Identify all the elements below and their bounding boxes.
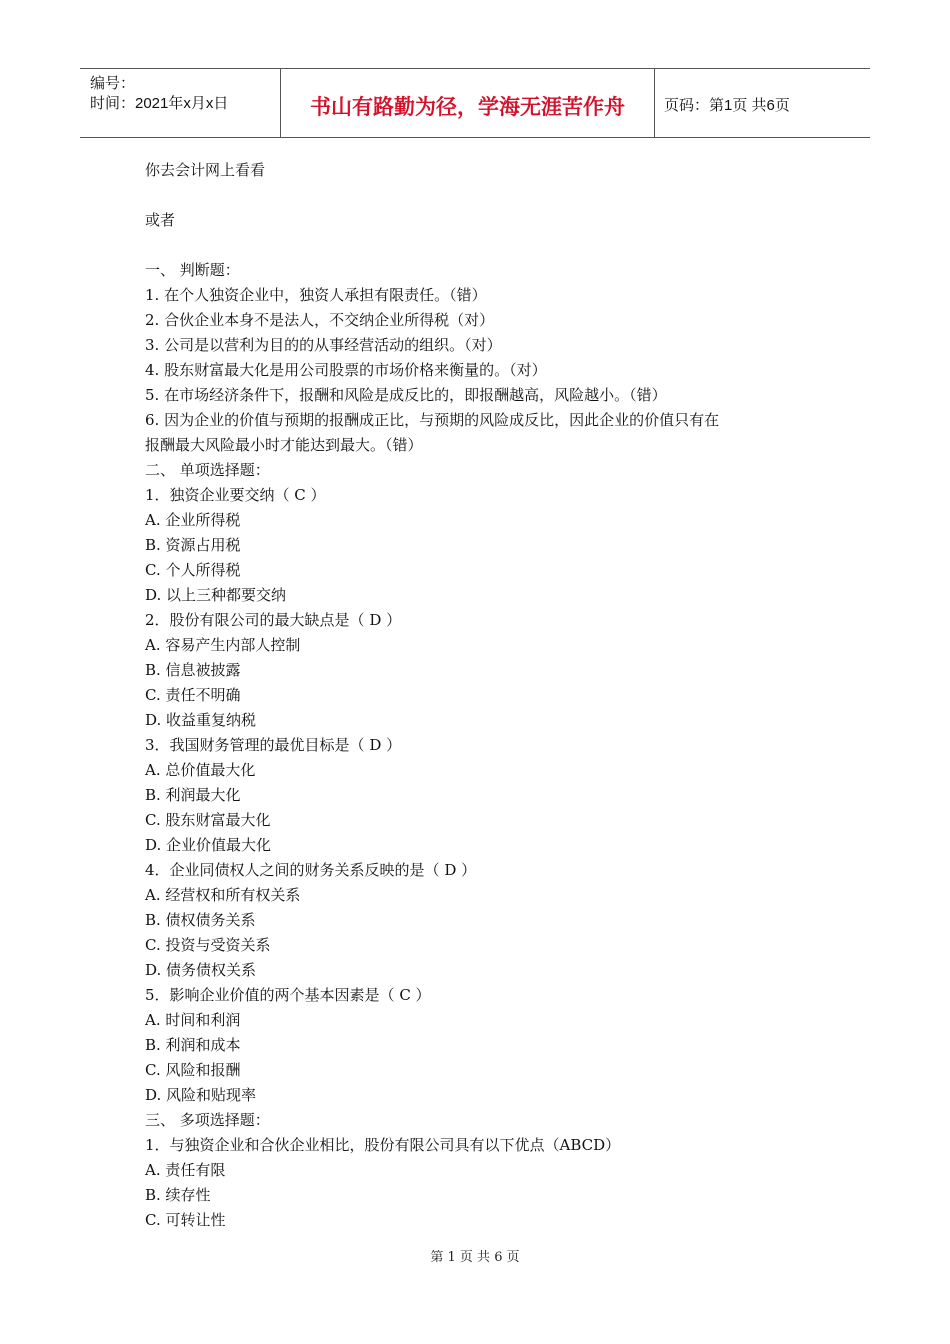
document-line: 4. 股东财富最大化是用公司股票的市场价格来衡量的。（对） [145, 361, 547, 379]
document-line: 2．股份有限公司的最大缺点是（ D ） [145, 611, 402, 629]
document-line: A. 经营权和所有权关系 [145, 886, 301, 904]
document-line: D. 企业价值最大化 [145, 836, 272, 854]
document-line: D. 债务债权关系 [145, 961, 257, 979]
document-line: C. 股东财富最大化 [145, 811, 271, 829]
document-line: B. 资源占用税 [145, 536, 241, 554]
document-line: B. 利润最大化 [145, 786, 241, 804]
header-page-info: 页码：第1页 共6页 [664, 97, 790, 114]
header-motto: 书山有路勤为径，学海无涯苦作舟 [310, 95, 625, 119]
document-line: A. 容易产生内部人控制 [145, 636, 301, 654]
code-label: 编号： [90, 75, 136, 92]
document-line: 1. 在个人独资企业中，独资人承担有限责任。（错） [145, 286, 487, 304]
header-meta-cell [80, 69, 280, 137]
header-page-cell [654, 69, 870, 137]
document-line: A. 企业所得税 [145, 511, 241, 529]
document-line: 1．独资企业要交纳（ C ） [145, 486, 326, 504]
document-line: A. 责任有限 [145, 1161, 226, 1179]
document-line: C. 风险和报酬 [145, 1061, 241, 1079]
document-line: 3. 公司是以营利为目的的从事经营活动的组织。（对） [145, 336, 502, 354]
question-list [145, 258, 825, 1233]
document-line: 3．我国财务管理的最优目标是（ D ） [145, 736, 402, 754]
page-footer: 第 1 页 共 6 页 [430, 1250, 520, 1265]
document-line: C. 责任不明确 [145, 686, 241, 704]
document-line: B. 信息被披露 [145, 661, 241, 679]
document-line: B. 利润和成本 [145, 1036, 241, 1054]
document-line: A. 总价值最大化 [145, 761, 256, 779]
document-line: A. 时间和利润 [145, 1011, 241, 1029]
document-line: C. 可转让性 [145, 1211, 226, 1229]
document-header [80, 68, 870, 138]
document-line: B. 续存性 [145, 1186, 211, 1204]
time-label: 时间：2021年x月x日 [90, 95, 229, 112]
document-line: 5. 在市场经济条件下，报酬和风险是成反比的，即报酬越高，风险越小。（错） [145, 386, 667, 404]
document-line: 6. 因为企业的价值与预期的报酬成正比，与预期的风险成反比，因此企业的价值只有在 [145, 411, 720, 429]
document-line: 报酬最大风险最小时才能达到最大。（错） [145, 436, 423, 454]
document-line: 5．影响企业价值的两个基本因素是（ C ） [145, 986, 431, 1004]
document-line: D. 收益重复纳税 [145, 711, 257, 729]
document-line: D. 风险和贴现率 [145, 1086, 257, 1104]
intro-line: 你去会计网上看看 [145, 161, 266, 179]
document-line: 1．与独资企业和合伙企业相比，股份有限公司具有以下优点（ABCD） [145, 1136, 621, 1154]
document-line: D. 以上三种都要交纳 [145, 586, 287, 604]
header-motto-cell [280, 69, 655, 137]
document-line: 三、 多项选择题： [145, 1111, 270, 1129]
intro-line: 或者 [145, 211, 176, 229]
document-line: C. 个人所得税 [145, 561, 241, 579]
document-line: B. 债权债务关系 [145, 911, 256, 929]
document-line: 2. 合伙企业本身不是法人，不交纳企业所得税（对） [145, 311, 495, 329]
document-line: 二、 单项选择题： [145, 461, 270, 479]
document-line: C. 投资与受资关系 [145, 936, 271, 954]
document-line: 一、 判断题： [145, 261, 240, 279]
document-line: 4．企业同债权人之间的财务关系反映的是（ D ） [145, 861, 477, 879]
